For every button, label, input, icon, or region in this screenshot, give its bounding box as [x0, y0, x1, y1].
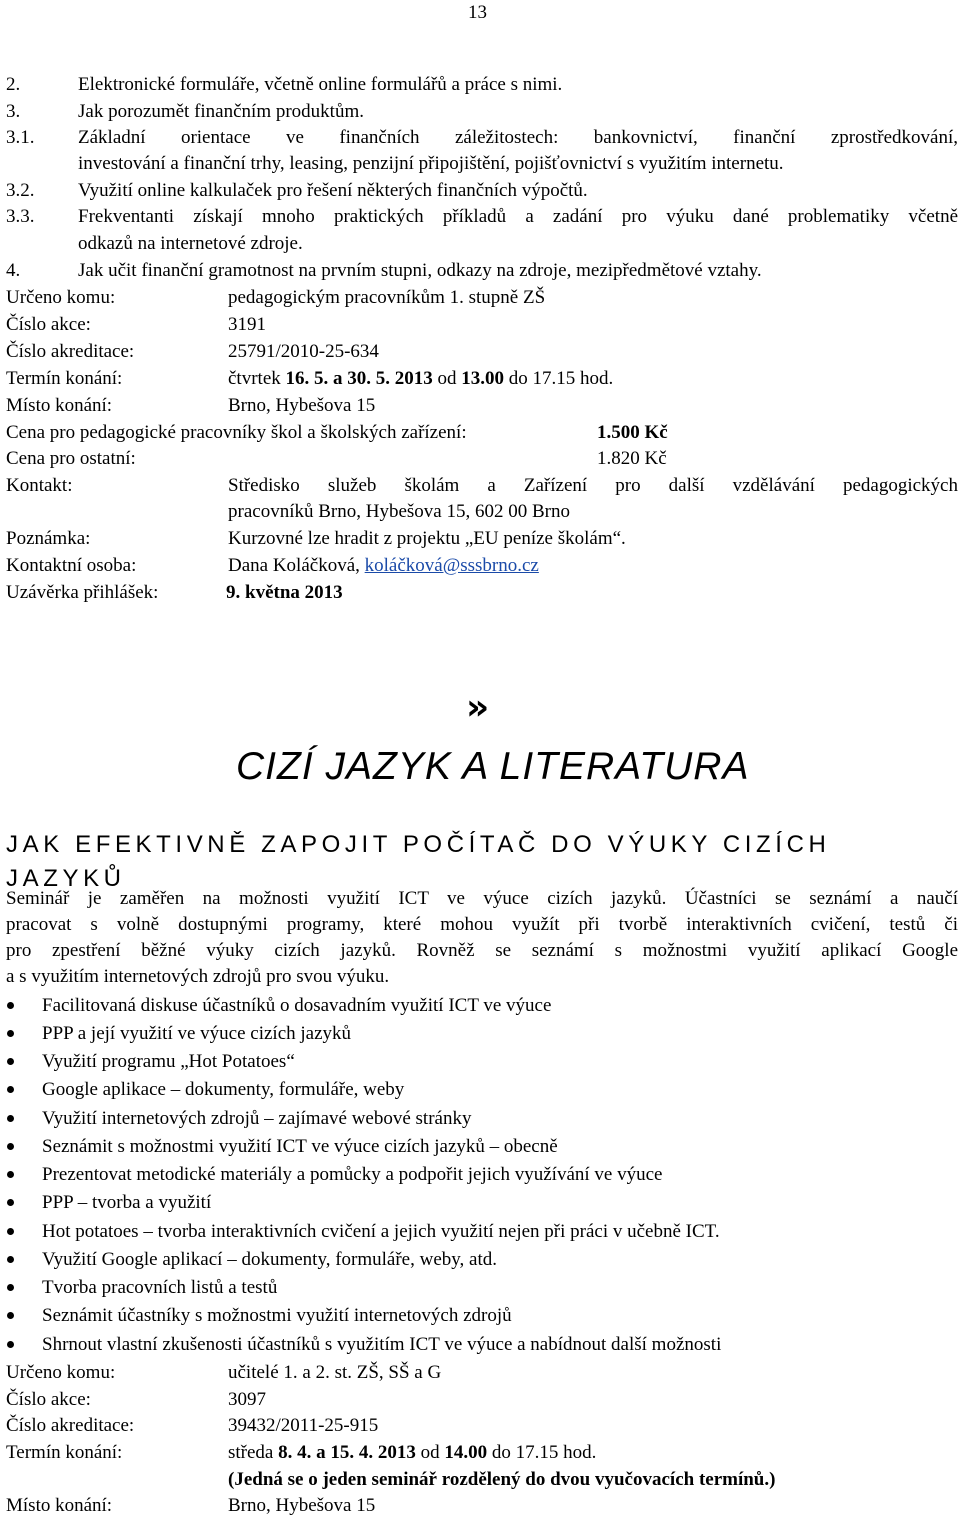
- date-note: (Jedná se o jeden seminář rozdělený do dvou vyučovacích termínů.): [228, 1469, 776, 1490]
- list-item-text: PPP a její využití ve výuce cizích jazyků: [42, 1023, 352, 1044]
- intro-line: Seminář je zaměřen na možnosti využití ICT ve výuce cizích jazyků. Účastníci se seznámí a naučí: [6, 888, 958, 909]
- outline-num: 3.2.: [6, 180, 35, 201]
- outline-text: Jak učit finanční gramotnost na prvním stupni, odkazy na zdroje, mezipředmětové vztahy.: [78, 260, 762, 281]
- action-number-label: Číslo akce:: [6, 1389, 91, 1410]
- list-item-text: Facilitovaná diskuse účastníků o dosavadním využití ICT ve výuce: [42, 995, 552, 1016]
- place-label: Místo konání:: [6, 395, 113, 416]
- date-label: Termín konání:: [6, 1442, 123, 1463]
- place-value: Brno, Hybešova 15: [228, 1495, 376, 1516]
- outline-text-cont: investování a finanční trhy, leasing, penzijní připojištění, pojišťovnictví s využitím internetu.: [78, 153, 784, 174]
- note-value: Kurzovné lze hradit z projektu „EU peníze školám“.: [228, 528, 626, 549]
- date-value: středa 8. 4. a 15. 4. 2013 od 14.00 do 17.15 hod.: [228, 1442, 597, 1463]
- seminar-title: JAK EFEKTIVNĚ ZAPOJIT POČÍTAČ DO VÝUKY CIZÍCH JAZYKŮ: [6, 831, 831, 892]
- page-number: 13: [468, 2, 487, 23]
- intro-line: pro zpestření běžné výuky cizích jazyků. Rovněž se seznámí s možnostmi využití aplikací Google: [6, 940, 958, 961]
- contact-person-name: Dana Koláčková,: [228, 555, 365, 576]
- outline-text-cont: odkazů na internetové zdroje.: [78, 233, 303, 254]
- list-item-text: Využití programu „Hot Potatoes“: [42, 1051, 295, 1072]
- deadline-label: Uzávěrka přihlášek:: [6, 582, 159, 603]
- bullet-icon: [7, 1284, 14, 1291]
- target-label: Určeno komu:: [6, 287, 116, 308]
- contact-value-cont: pracovníků Brno, Hybešova 15, 602 00 Brno: [228, 501, 570, 522]
- outline-num: 3.3.: [6, 206, 35, 227]
- bullet-icon: [7, 1341, 14, 1348]
- accreditation-value: 39432/2011-25-915: [228, 1415, 379, 1436]
- bullet-icon: [7, 1002, 14, 1009]
- accreditation-value: 25791/2010-25-634: [228, 341, 379, 362]
- outline-num: 3.1.: [6, 127, 35, 148]
- section-title: CIZÍ JAZYK A LITERATURA: [236, 745, 750, 788]
- target-value: učitelé 1. a 2. st. ZŠ, SŠ a G: [228, 1362, 442, 1383]
- target-label: Určeno komu:: [6, 1362, 116, 1383]
- contact-email-link[interactable]: koláčková@sssbrno.cz: [364, 555, 539, 576]
- list-item-text: Seznámit účastníky s možnostmi využití internetových zdrojů: [42, 1305, 512, 1326]
- accreditation-label: Číslo akreditace:: [6, 1415, 135, 1436]
- list-item-text: Prezentovat metodické materiály a pomůcky a podpořit jejich využívání ve výuce: [42, 1164, 663, 1185]
- list-item-text: Využití internetových zdrojů – zajímavé webové stránky: [42, 1108, 472, 1129]
- outline-num: 2.: [6, 74, 21, 95]
- outline-num: 3.: [6, 101, 21, 122]
- intro-line: pracovat s volně dostupnými programy, které mohou využít při tvorbě interaktivních cvičení, testů či: [6, 914, 958, 935]
- action-number-value: 3191: [228, 314, 266, 335]
- bullet-icon: [7, 1058, 14, 1065]
- date-label: Termín konání:: [6, 368, 123, 389]
- list-item-text: Hot potatoes – tvorba interaktivních cvičení a jejich využití nejen při práci v učebně ICT.: [42, 1221, 720, 1242]
- action-number-label: Číslo akce:: [6, 314, 91, 335]
- action-number-value: 3097: [228, 1389, 266, 1410]
- deadline-value: 9. května 2013: [226, 582, 343, 603]
- contact-label: Kontakt:: [6, 475, 73, 496]
- contact-person-value: [228, 553, 539, 579]
- outline-text: Jak porozumět finančním produktům.: [78, 101, 364, 122]
- place-value: Brno, Hybešova 15: [228, 395, 376, 416]
- bullet-icon: [7, 1228, 14, 1235]
- list-item-text: Google aplikace – dokumenty, formuláře, weby: [42, 1079, 405, 1100]
- price-teachers-label: Cena pro pedagogické pracovníky škol a školských zařízení:: [6, 422, 467, 443]
- bullet-icon: [7, 1115, 14, 1122]
- price-others-label: Cena pro ostatní:: [6, 448, 136, 469]
- outline-text: Elektronické formuláře, včetně online formulářů a práce s nimi.: [78, 74, 563, 95]
- outline-text: Základní orientace ve finančních záležitostech: bankovnictví, finanční zprostředkování,: [78, 127, 958, 148]
- price-others-value: 1.820 Kč: [597, 448, 667, 469]
- bullet-icon: [7, 1171, 14, 1178]
- price-teachers-value: 1.500 Kč: [597, 422, 668, 443]
- section-marker-icon: »: [466, 687, 490, 728]
- date-value: čtvrtek 16. 5. a 30. 5. 2013 od 13.00 do 17.15 hod.: [228, 368, 614, 389]
- intro-line: a s využitím internetových zdrojů pro svou výuku.: [6, 966, 390, 987]
- target-value: pedagogickým pracovníkům 1. stupně ZŠ: [228, 287, 546, 308]
- bullet-icon: [7, 1086, 14, 1093]
- bullet-icon: [7, 1030, 14, 1037]
- list-item-text: Shrnout vlastní zkušenosti účastníků s využitím ICT ve výuce a nabídnout další možnosti: [42, 1334, 722, 1355]
- bullet-icon: [7, 1256, 14, 1263]
- outline-text: Frekventanti získají mnoho praktických příkladů a zadání pro výuku dané problematiky včetně: [78, 206, 958, 227]
- note-label: Poznámka:: [6, 528, 91, 549]
- list-item-text: Tvorba pracovních listů a testů: [42, 1277, 278, 1298]
- accreditation-label: Číslo akreditace:: [6, 341, 135, 362]
- bullet-icon: [7, 1143, 14, 1150]
- list-item-text: Seznámit s možnostmi využití ICT ve výuce cizích jazyků – obecně: [42, 1136, 558, 1157]
- list-item-text: Využití Google aplikací – dokumenty, formuláře, weby, atd.: [42, 1249, 497, 1270]
- bullet-icon: [7, 1199, 14, 1206]
- outline-text: Využití online kalkulaček pro řešení některých finančních výpočtů.: [78, 180, 588, 201]
- contact-person-label: Kontaktní osoba:: [6, 555, 137, 576]
- outline-num: 4.: [6, 260, 21, 281]
- contact-value: Středisko služeb školám a Zařízení pro další vzdělávání pedagogických: [228, 475, 958, 496]
- place-label: Místo konání:: [6, 1495, 113, 1516]
- bullet-icon: [7, 1312, 14, 1319]
- list-item-text: PPP – tvorba a využití: [42, 1192, 212, 1213]
